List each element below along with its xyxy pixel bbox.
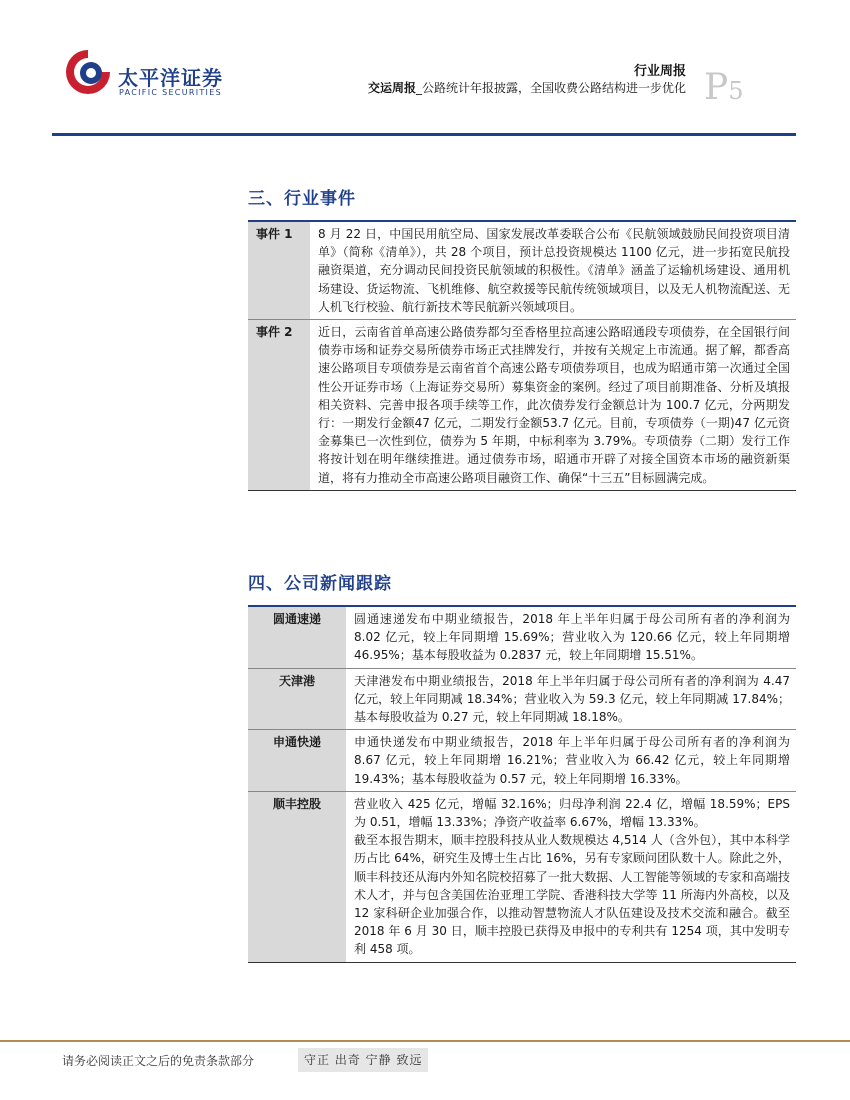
table-row (248, 606, 796, 668)
company-label: 圆通速递 (248, 606, 346, 668)
table-row (248, 730, 796, 792)
table-row (248, 320, 796, 491)
page-number-letter: P (704, 67, 729, 108)
section-heading-industry-events: 三、行业事件 (248, 189, 356, 209)
company-label: 申通快递 (248, 730, 346, 792)
footer-motto: 守正 出奇 宁静 致远 (298, 1048, 428, 1072)
report-category: 行业周报 (633, 64, 686, 79)
report-title-text: _公路统计年报披露，全国收费公路结构进一步优化 (415, 81, 686, 95)
table-row (248, 221, 796, 320)
brand-name-en: PACIFIC SECURITIES (119, 88, 222, 97)
report-title (368, 79, 686, 96)
event-label: 事件 2 (248, 320, 310, 491)
event-text: 近日，云南省首单高速公路债券都匀至香格里拉高速公路昭通段专项债券，在全国银行间债券市场和证券交易所债券市场正式挂牌发行，并按有关规定上市流通。据了解，都香高速公路项目专项债券是云南省首个高速公路专项债券项目，也成为昭通市第一次通过全国性公开证券市场（上海证券交易所）募集资金的案例。经过了项目前期准备、分析及填报相关资料、完善申报各项手续等工作，此次债券发行金额总计为 100.7 亿元，分两期发行：一期发行金额47 亿元，二期发行金额53.7 亿元。目前，专项债券（一期)47 亿元资金募集已一次性到位，债券为 5 年期，中标利率为 3.79%。专项债券（二期）发行工作将按计划在明年继续推进。通过债券市场，昭通市开辟了对接全国资本市场的融资新渠道，将有力推动全市高速公路项目融资工作、确保“十三五”目标圆满完成。 (310, 320, 796, 491)
page-number-digit: 5 (728, 77, 744, 105)
header-divider (52, 133, 796, 136)
footer-disclaimer: 请务必阅读正文之后的免责条款部分 (62, 1054, 255, 1068)
report-title-prefix: 交运周报 (367, 81, 416, 95)
event-label: 事件 1 (248, 221, 310, 320)
table-row (248, 668, 796, 730)
industry-events-table (248, 220, 796, 491)
company-news-paragraph: 截至本报告期末，顺丰控股科技从业人数规模达 4,514 人（含外包），其中本科学历占比 64%，研究生及博士生占比 16%，另有专家顾问团队数十人。除此之外，顺丰科技还从海内外知名院校招募了一批大数据、人工智能等领域的专家和高端技术人才，并与包含美国佐治亚理工学院、香港科技大学等 11 所海内外高校，以及 12 家科研企业加强合作，以推动智慧物流人才队伍建设及技术交流和融合。截至 2018 年 6 月 30 日，顺丰控股已获得及申报中的专利共有 1254 项，其中发明专利 458 项。 (354, 833, 790, 957)
company-news-text (346, 791, 796, 962)
event-text: 8 月 22 日，中国民用航空局、国家发展改革委联合公布《民航领域鼓励民间投资项目清单》（简称《清单》），共 28 个项目，预计总投资规模达 1100 亿元，进一步拓宽民航投融资渠道，充分调动民间投资民航领域的积极性。《清单》涵盖了运输机场建设、通用机场建设、货运物流、飞机维修、航空救援等民航传统领域项目，以及无人机物流配送、无人机飞行校验、航行新技术等民航新兴领域项目。 (310, 221, 796, 320)
brand-name-cn: 太平洋证券 (118, 66, 223, 90)
pacific-securities-logo-icon (62, 46, 114, 98)
table-row (248, 791, 796, 962)
company-news-text: 圆通速递发布中期业绩报告，2018 年上半年归属于母公司所有者的净利润为 8.02 亿元，较上年同期增 15.69%；营业收入为 120.66 亿元，较上年同期增 46.95%；基本每股收益为 0.2837 元，较上年同期增 15.51%。 (346, 606, 796, 668)
company-news-table (248, 605, 796, 963)
page-number (704, 67, 744, 108)
section-heading-company-news: 四、公司新闻跟踪 (248, 574, 392, 594)
company-label: 天津港 (248, 668, 346, 730)
company-news-paragraph: 营业收入 425 亿元，增幅 32.16%；归母净利润 22.4 亿，增幅 18.59%；EPS 为 0.51，增幅 13.33%；净资产收益率 6.67%，增幅 13.33%。 (354, 796, 790, 830)
company-news-text: 天津港发布中期业绩报告，2018 年上半年归属于母公司所有者的净利润为 4.47 亿元，较上年同期减 18.34%；营业收入为 59.3 亿元，较上年同期减 17.84%；基本每股收益为 0.27 元，较上年同期减 18.18%。 (346, 668, 796, 730)
company-label: 顺丰控股 (248, 791, 346, 962)
footer-divider (0, 1040, 850, 1042)
company-news-text: 申通快递发布中期业绩报告，2018 年上半年归属于母公司所有者的净利润为 8.67 亿元，较上年同期增 16.21%；营业收入为 66.42 亿元，较上年同期增 19.43%；基本每股收益为 0.57 元，较上年同期增 16.33%。 (346, 730, 796, 792)
